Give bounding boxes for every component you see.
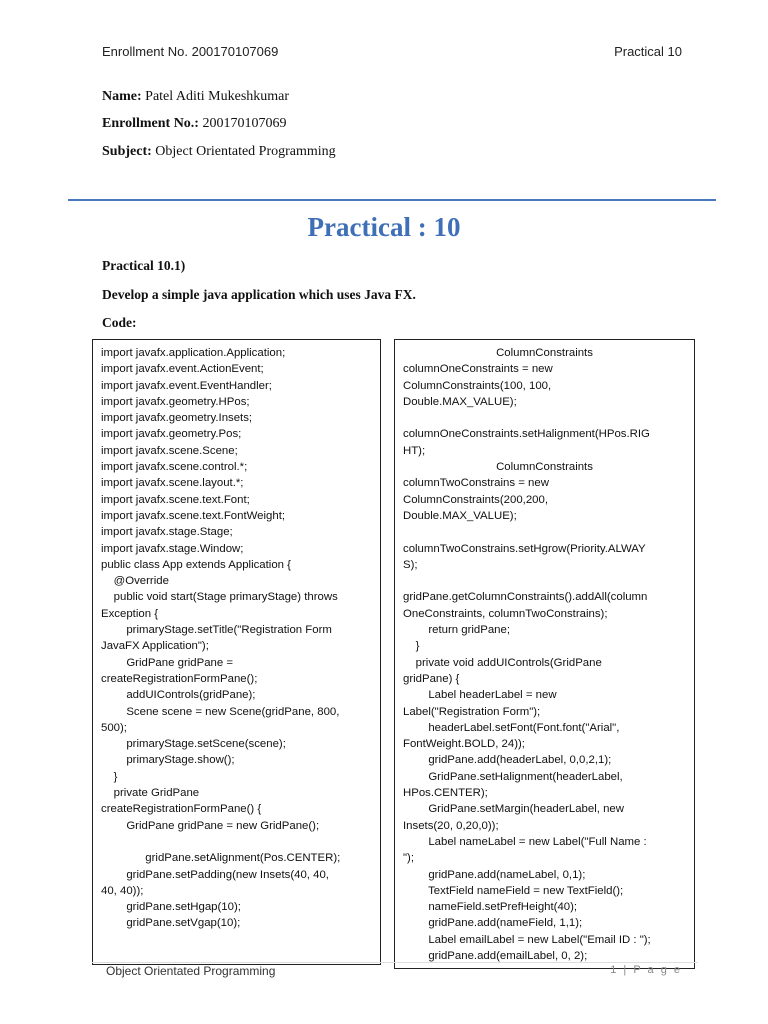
title-divider — [68, 199, 716, 201]
code-line: primaryStage.setScene(scene); — [101, 738, 286, 751]
code-line: } — [403, 640, 420, 653]
code-line: columnTwoConstrains.setHgrow(Priority.ALWAY — [403, 542, 646, 555]
code-line: ColumnConstraints — [496, 347, 593, 359]
code-line: gridPane.add(nameField, 1,1); — [403, 917, 583, 930]
code-line: import javafx.stage.Window; — [101, 542, 244, 555]
section-number: Practical 10.1) — [102, 258, 186, 273]
code-line: Label emailLabel = new Label("Email ID : "); — [403, 933, 651, 946]
code-line: import javafx.scene.text.FontWeight; — [101, 509, 286, 522]
code-line: addUIControls(gridPane); — [101, 689, 256, 702]
code-label: Code: — [102, 315, 137, 330]
code-line: gridPane) { — [403, 672, 460, 685]
student-subject — [102, 144, 336, 160]
code-line: GridPane gridPane = — [101, 656, 234, 669]
code-line: import javafx.geometry.Insets; — [101, 412, 253, 425]
page-title: Practical : 10 — [307, 212, 461, 242]
code-line: gridPane.add(headerLabel, 0,0,2,1); — [403, 754, 612, 767]
code-line: gridPane.setPadding(new Insets(40, 40, — [101, 868, 329, 881]
code-line: public void start(Stage primaryStage) throws — [101, 591, 338, 604]
code-line: Label headerLabel = new — [403, 689, 557, 702]
code-line: S); — [403, 558, 418, 571]
code-line: TextField nameField = new TextField(); — [403, 884, 624, 897]
code-line: GridPane gridPane = new GridPane(); — [101, 819, 320, 832]
code-line: private GridPane — [101, 787, 200, 800]
code-line: import javafx.scene.Scene; — [101, 444, 238, 457]
header-practical: Practical 10 — [614, 44, 682, 59]
code-line: private void addUIControls(GridPane — [403, 656, 602, 669]
code-line: Double.MAX_VALUE); — [403, 509, 517, 522]
code-line: Exception { — [101, 607, 158, 620]
code-line: headerLabel.setFont(Font.font("Arial", — [403, 721, 620, 734]
enrollment-label: Enrollment No.: — [102, 116, 199, 131]
code-line: "); — [403, 852, 415, 865]
code-line: return gridPane; — [403, 624, 510, 637]
code-line: Insets(20, 0,20,0)); — [403, 819, 499, 832]
code-line: import javafx.event.EventHandler; — [101, 379, 272, 392]
code-line: } — [101, 770, 118, 783]
code-line: Double.MAX_VALUE); — [403, 395, 517, 408]
code-line: createRegistrationFormPane(); — [101, 672, 258, 685]
code-line: gridPane.setHgap(10); — [101, 901, 241, 914]
code-line: gridPane.setAlignment(Pos.CENTER); — [101, 852, 341, 865]
code-line — [403, 524, 686, 540]
code-block-right — [394, 339, 695, 969]
subject-label: Subject: — [102, 144, 152, 159]
code-line: FontWeight.BOLD, 24)); — [403, 738, 525, 751]
enrollment-value: 200170107069 — [202, 116, 287, 131]
code-line: ColumnConstraints — [496, 461, 593, 474]
code-line: OneConstraints, columnTwoConstrains); — [403, 607, 608, 620]
code-line: GridPane.setMargin(headerLabel, new — [403, 803, 624, 816]
name-label: Name: — [102, 89, 142, 104]
code-line: primaryStage.show(); — [101, 754, 235, 767]
header-enrollment: Enrollment No. 200170107069 — [102, 44, 279, 59]
code-line: gridPane.add(nameLabel, 0,1); — [403, 868, 586, 881]
code-line: Scene scene = new Scene(gridPane, 800, — [101, 705, 340, 718]
code-line — [403, 410, 686, 426]
footer-divider — [92, 962, 698, 963]
subject-value: Object Orientated Programming — [155, 144, 336, 159]
code-line: GridPane.setHalignment(headerLabel, — [403, 770, 623, 783]
code-line: import javafx.event.ActionEvent; — [101, 363, 264, 376]
code-line: import javafx.scene.text.Font; — [101, 493, 250, 506]
student-name — [102, 89, 289, 105]
code-line — [101, 834, 372, 850]
code-line: 40, 40)); — [101, 884, 144, 897]
code-line: import javafx.scene.layout.*; — [101, 477, 244, 490]
student-enrollment — [102, 116, 286, 132]
code-line: import javafx.geometry.HPos; — [101, 395, 250, 408]
code-line: @Override — [101, 575, 169, 588]
name-value: Patel Aditi Mukeshkumar — [145, 89, 290, 104]
code-line: ColumnConstraints(200,200, — [403, 493, 548, 506]
code-line: import javafx.scene.control.*; — [101, 461, 248, 474]
code-line: nameField.setPrefHeight(40); — [403, 901, 578, 914]
code-line: HPos.CENTER); — [403, 787, 488, 800]
code-line: Label("Registration Form"); — [403, 705, 541, 718]
code-line: 500); — [101, 721, 127, 734]
code-line: JavaFX Application"); — [101, 640, 209, 653]
code-line: HT); — [403, 444, 426, 457]
code-line: public class App extends Application { — [101, 558, 291, 571]
code-line: import javafx.geometry.Pos; — [101, 428, 242, 441]
code-line: createRegistrationFormPane() { — [101, 803, 262, 816]
code-line: import javafx.application.Application; — [101, 347, 286, 359]
code-line: ColumnConstraints(100, 100, — [403, 379, 552, 392]
code-block-left — [92, 339, 381, 965]
code-line — [403, 573, 686, 589]
code-line: gridPane.add(emailLabel, 0, 2); — [403, 949, 588, 962]
code-line: primaryStage.setTitle("Registration Form — [101, 624, 332, 637]
code-line: columnOneConstraints = new — [403, 363, 553, 376]
code-line: columnTwoConstrains = new — [403, 477, 549, 490]
code-line: columnOneConstraints.setHalignment(HPos.RIG — [403, 428, 650, 441]
footer-page-number: 1 | P a g e — [610, 964, 682, 976]
code-line: import javafx.stage.Stage; — [101, 526, 233, 539]
section-task: Develop a simple java application which uses Java FX. — [102, 287, 416, 302]
code-line: gridPane.setVgap(10); — [101, 917, 241, 930]
code-line: gridPane.getColumnConstraints().addAll(column — [403, 591, 648, 604]
footer-subject: Object Orientated Programming — [106, 964, 276, 978]
code-line: Label nameLabel = new Label("Full Name : — [403, 835, 647, 848]
